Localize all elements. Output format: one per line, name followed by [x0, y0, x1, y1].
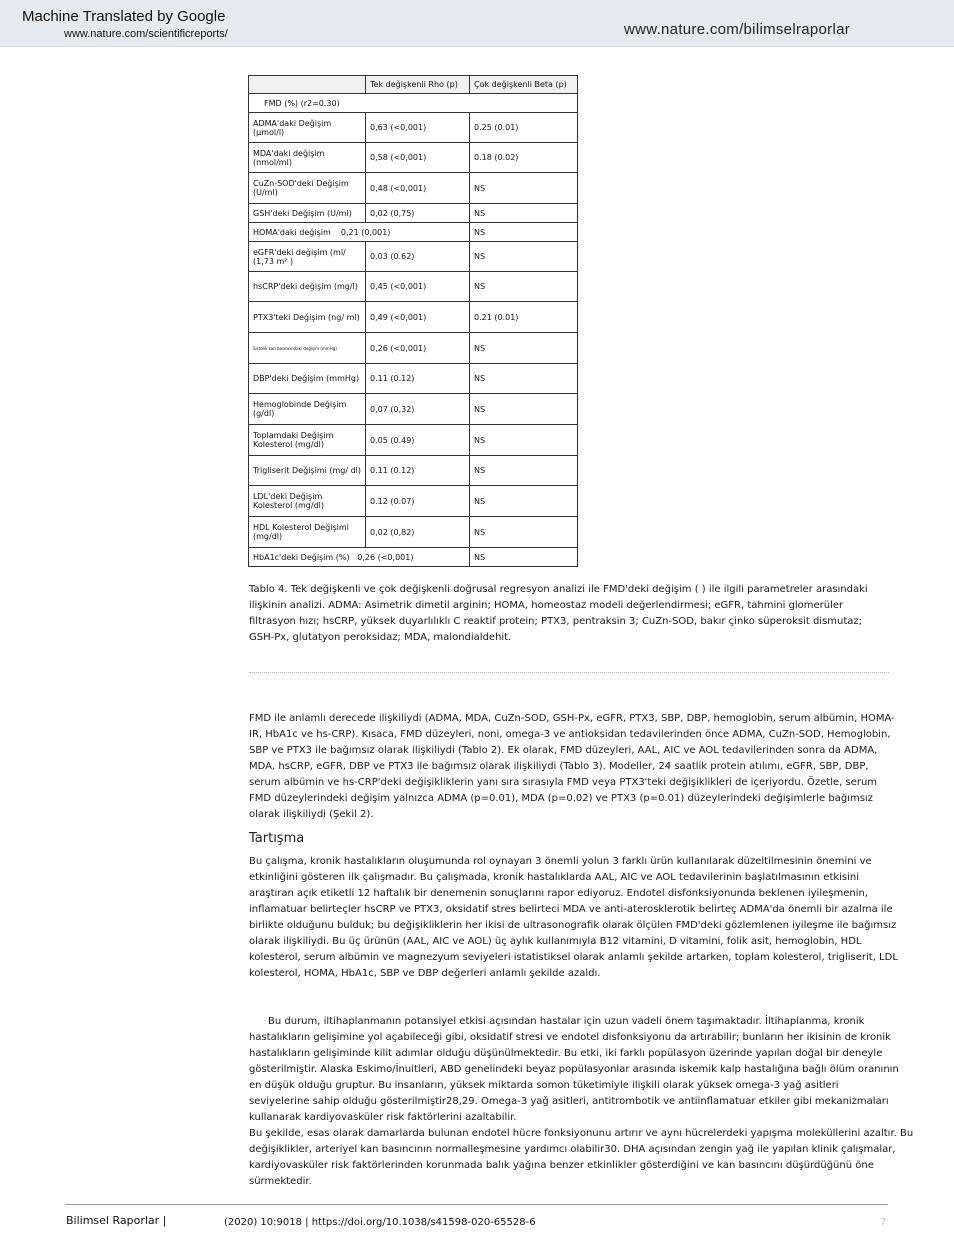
- beta-cell: NS: [470, 394, 578, 425]
- table-row: [249, 333, 578, 364]
- param-cell: Toplamdaki Değişim Kolesterol (mg/dl): [249, 425, 366, 456]
- footer-rule: [65, 1204, 888, 1205]
- table-row: [249, 517, 578, 548]
- param-cell: [249, 333, 366, 364]
- rho-cell: 0.03 (0.62): [366, 242, 470, 272]
- param-cell: GSH'deki Değişim (U/ml): [249, 204, 366, 223]
- table-header-cell: [249, 76, 366, 94]
- beta-cell: 0.21 (0.01): [470, 302, 578, 333]
- beta-cell: NS: [470, 425, 578, 456]
- beta-cell: NS: [470, 173, 578, 204]
- translation-banner: [0, 0, 954, 47]
- table-row: [249, 204, 578, 223]
- param-cell: hsCRP'deki değişim (mg/l): [249, 272, 366, 302]
- discussion-paragraph-3: Bu şekilde, esas olarak damarlarda bulunan endotel hücre fonksiyonunu artırır ve aynı hücrelerdeki yapışma moleküllerini azaltır. Bu değişiklikler, arteriyel kan basıncının normalleşmesine yardımcı olabilir30. DHA açısından zengin yağ ile yapılan klinik çalışmalar, kardiyovasküler risk faktörlerinden korunmada balık yağına benzer etkinlikler gösterdiğini ve kan basıncını düşürdüğünü öne sürmektedir.: [249, 1128, 914, 1187]
- table-section-row: [249, 94, 578, 113]
- table-row: [249, 302, 578, 333]
- original-url-link[interactable]: www.nature.com/scientificreports/: [64, 28, 228, 40]
- section-heading: Tartışma: [249, 831, 305, 846]
- rho-cell: 0.11 (0.12): [366, 456, 470, 486]
- rho-cell: 0,07 (0,32): [366, 394, 470, 425]
- footer-journal: Bilimsel Raporlar |: [66, 1214, 167, 1227]
- discussion-paragraph-2: Bu durum, iltihaplanmanın potansiyel etkisi açısından hastalar için uzun vadeli önem taşımaktadır. İltihaplanma, kronik hastalıkların gelişimine yol açabileceği gibi, oksidatif stresi ve endotel disfonksiyonu da artırabilir; bunların her ikisinin de kronik hastalıkların gelişiminde kilit adımlar olduğu düşünülmektedir. Bu etki, iki farklı popülasyon üzerinde yapılan doğal bir deneyle gösterilmiştir. Alaska Eskimo/İnuitleri, ABD genelindeki beyaz popülasyonlar arasında iskemik kalp hastalığına bağlı ölüm oranının en düşük olduğu gruptur. Bu insanların, yüksek miktarda somon tüketimiyle ilişkili olarak yüksek omega-3 yağ asitleri seviyelerine sahip olduğu gösterilmiştir28,29. Omega-3 yağ asitleri, antitrombotik ve antiinflamatuar etkiler gibi mekanizmaları kullanarak kardiyovasküler risk faktörlerini azaltabilir.: [249, 1016, 899, 1123]
- table-row: [249, 548, 578, 567]
- section-label: FMD (%) (r2=0.30): [249, 94, 578, 113]
- rho-text: 0,21 (0,001): [340, 227, 391, 237]
- table-row: [249, 242, 578, 272]
- rho-cell: 0.11 (0.12): [366, 364, 470, 394]
- param-cell: Hemoglobinde Değişim (g/dl): [249, 394, 366, 425]
- site-url-link[interactable]: www.nature.com/bilimselraporlar: [624, 21, 851, 38]
- table-row: [249, 364, 578, 394]
- table-row: [249, 143, 578, 173]
- param-rho-cell: [249, 223, 470, 242]
- param-cell: DBP'deki Değişim (mmHg): [249, 364, 366, 394]
- param-text-small: Sistolik kan basıncındaki değişim (mmHg): [253, 345, 337, 351]
- rho-cell: 0,45 (<0,001): [366, 272, 470, 302]
- param-cell: CuZn-SOD'deki Değişim (U/ml): [249, 173, 366, 204]
- param-cell: MDA'daki değişim (nmol/ml): [249, 143, 366, 173]
- beta-cell: NS: [470, 517, 578, 548]
- beta-cell: NS: [470, 333, 578, 364]
- rho-text: 0,26 (<0,001): [357, 552, 414, 562]
- param-cell: PTX3'teki Değişim (ng/ ml): [249, 302, 366, 333]
- param-cell: HDL Kolesterol Değişimi (mg/dl): [249, 517, 366, 548]
- footer-citation[interactable]: (2020) 10:9018 | https://doi.org/10.1038/s41598-020-65528-6: [224, 1217, 536, 1228]
- table-row: [249, 113, 578, 143]
- beta-cell: NS: [470, 204, 578, 223]
- param-text: HOMA'daki değişim: [253, 227, 331, 237]
- table-row: [249, 425, 578, 456]
- param-cell: eGFR'deki değişim (ml/ (1,73 m² ): [249, 242, 366, 272]
- beta-cell: NS: [470, 548, 578, 567]
- table-row: [249, 173, 578, 204]
- rho-cell: 0,58 (<0,001): [366, 143, 470, 173]
- page-number: 7: [880, 1217, 887, 1228]
- regression-table: [248, 75, 578, 567]
- table-row: [249, 486, 578, 517]
- table-header-cell: Tek değişkenli Rho (p): [366, 76, 470, 94]
- beta-cell: NS: [470, 486, 578, 517]
- dotted-divider: [249, 672, 889, 673]
- rho-cell: 0,02 (0,75): [366, 204, 470, 223]
- rho-cell: 0.05 (0.49): [366, 425, 470, 456]
- beta-cell: NS: [470, 364, 578, 394]
- beta-cell: 0.18 (0.02): [470, 143, 578, 173]
- results-paragraph: FMD ile anlamlı derecede ilişkiliydi (ADMA, MDA, CuZn-SOD, GSH-Px, eGFR, PTX3, SBP, DBP, hemoglobin, serum albümin, HOMA-IR, HbA1c ve hs-CRP). Kısaca, FMD düzeyleri, noni, omega-3 ve antioksidan tedavilerinden önce ADMA, CuZn-SOD, Hemoglobin, SBP ve PTX3 ile bağımsız olarak ilişkiliydi (Tablo 2). Ek olarak, FMD düzeyleri, AAL, AIC ve AOL tedavilerinden sonra da ADMA, MDA, hsCRP, eGFR, DBP ve PTX3 ile bağımsız olarak ilişkiliydi (Tablo 3). Modeller, 24 saatlik protein atılımı, eGFR, SBP, DBP, serum albümin ve hs-CRP'deki değişikliklerin yanı sıra sırasıyla FMD veya PTX3'teki değişiklikleri de içeriyordu. Özetle, serum FMD düzeylerindeki değişim yalnızca ADMA (p=0.01), MDA (p=0.02) ve PTX3 (p=0.01) düzeylerindeki değişimlerle bağımsız olarak ilişkiliydi (Şekil 2).: [249, 713, 895, 820]
- table-row: [249, 456, 578, 486]
- rho-cell: 0,48 (<0,001): [366, 173, 470, 204]
- beta-cell: NS: [470, 272, 578, 302]
- table-caption: Tablo 4. Tek değişkenli ve çok değişkenli doğrusal regresyon analizi ile FMD'deki değişim ( ) ile ilgili parametreler arasındaki ilişkinin analizi. ADMA: Asimetrik dimetil arginin; HOMA, homeostaz modeli değerlendirmesi; eGFR, tahmini glomerüler filtrasyon hızı; hsCRP, yüksek duyarlılıklı C reaktif protein; PTX3, pentraksin 3; CuZn-SOD, bakır çinko süperoksit dismutaz; GSH-Px, glutatyon peroksidaz; MDA, malondialdehit.: [249, 584, 868, 643]
- beta-cell: NS: [470, 242, 578, 272]
- machine-translated-label: Machine Translated by Google: [22, 8, 226, 25]
- rho-cell: 0,63 (<0,001): [366, 113, 470, 143]
- param-cell: ADMA'daki Değişim (μmol/l): [249, 113, 366, 143]
- param-cell: Trigliserit Değişimi (mg/ dl): [249, 456, 366, 486]
- rho-cell: 0,26 (<0,001): [366, 333, 470, 364]
- table-header-row: [249, 76, 578, 94]
- rho-cell: 0,49 (<0,001): [366, 302, 470, 333]
- param-text: HbA1c'deki Değişim (%): [253, 552, 350, 562]
- table-row: [249, 272, 578, 302]
- beta-cell: 0.25 (0.01): [470, 113, 578, 143]
- beta-cell: NS: [470, 456, 578, 486]
- param-rho-cell: [249, 548, 470, 567]
- table-row: [249, 223, 578, 242]
- rho-cell: 0,02 (0,82): [366, 517, 470, 548]
- beta-cell: NS: [470, 223, 578, 242]
- param-cell: LDL'deki Değişim Kolesterol (mg/dl): [249, 486, 366, 517]
- rho-cell: 0.12 (0.07): [366, 486, 470, 517]
- table-row: [249, 394, 578, 425]
- discussion-paragraph-1: Bu çalışma, kronik hastalıkların oluşumunda rol oynayan 3 önemli yolun 3 farklı ürün kullanılarak düzeltilmesinin önemini ve etkinliğini gösteren ilk çalışmadır. Bu çalışmada, kronik hastalıklarda AAL, AIC ve AOL tedavilerinin başlatılmasının etkisini araştıran açık etiketli 12 haftalık bir denemenin sonuçlarını rapor ediyoruz. Endotel disfonksiyonunda beklenen iyileşmenin, inflamatuar belirteçler hsCRP ve PTX3, oksidatif stres belirteci MDA ve anti-aterosklerotik belirteç ADMA'da önemli bir azalma ile birlikte olduğunu bulduk; bu değişikliklerin her ikisi de ultrasonografik olarak ölçülen FMD'deki gözlemlenen iyileşme ile bağımsız olarak ilişkiliydi. Bu üç ürünün (AAL, AIC ve AOL) üç aylık kullanımıyla B12 vitamini, D vitamini, folik asit, hemoglobin, HDL kolesterol, serum albümin ve magnezyum seviyeleri istatistiksel olarak anlamlı şekilde artarken, toplam kolesterol, trigliserit, LDL kolesterol, HOMA, HbA1c, SBP ve DBP değerleri anlamlı şekilde azaldı.: [249, 856, 898, 979]
- table-header-cell: Çok değişkenli Beta (p): [470, 76, 578, 94]
